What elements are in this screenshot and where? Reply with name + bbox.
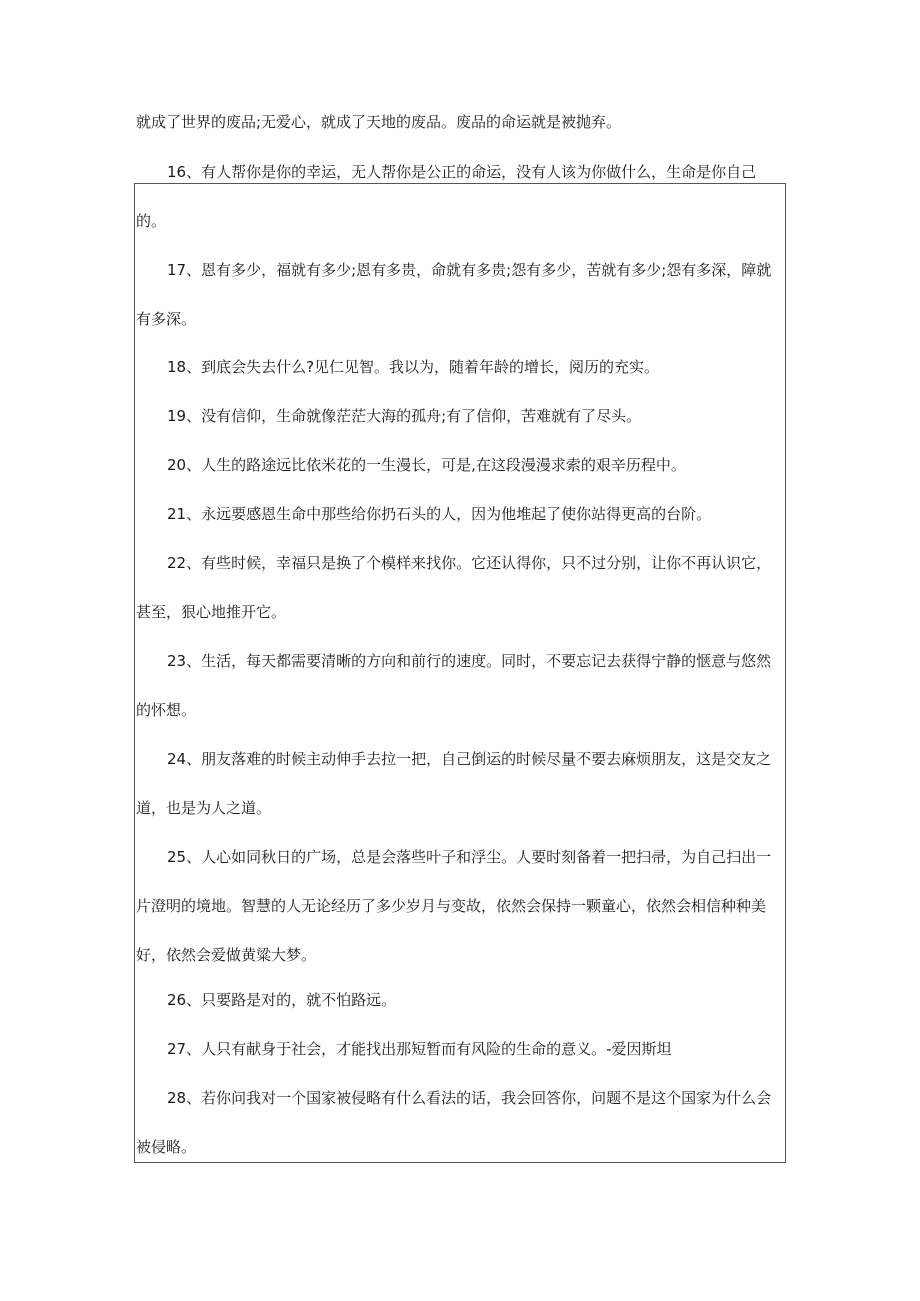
list-item-line: 23、生活，每天都需要清晰的方向和前行的速度。同时，不要忘记去获得宁静的惬意与悠然 [167,652,772,670]
list-item-line: 片澄明的境地。智慧的人无论经历了多少岁月与变故，依然会保持一颗童心，依然会相信种种美 [136,897,767,915]
list-item-line: 的怀想。 [136,701,197,719]
list-item-19 [136,392,788,441]
list-item-line: 的。 [136,212,167,230]
list-item-17 [136,246,788,344]
list-item-27 [136,1025,788,1074]
list-item-line: 21、永远要感恩生命中那些给你扔石头的人，因为他堆起了使你站得更高的台阶。 [167,505,712,523]
list-item-22 [136,539,788,637]
list-item-line: 22、有些时候，幸福只是换了个模样来找你。它还认得你，只不过分别，让你不再认识它， [167,554,772,572]
list-item-21 [136,490,788,539]
list-item-line: 好，依然会爱做黄粱大梦。 [136,946,317,964]
list-item-line: 16、有人帮你是你的幸运，无人帮你是公正的命运，没有人该为你做什么，生命是你自己 [167,163,757,181]
continued-paragraph: 就成了世界的废品;无爱心，就成了天地的废品。废品的命运就是被抛弃。 [136,113,622,131]
list-item-line: 24、朋友落难的时候主动伸手去拉一把，自己倒运的时候尽量不要去麻烦朋友，这是交友之 [167,750,772,768]
list-item-25 [136,833,788,980]
list-item-line: 18、到底会失去什么?见仁见智。我以为，随着年龄的增长，阅历的充实。 [167,358,660,376]
list-item-line: 19、没有信仰，生命就像茫茫大海的孤舟;有了信仰，苦难就有了尽头。 [167,407,642,425]
list-item-line: 有多深。 [136,310,197,328]
list-item-line: 17、恩有多少，福就有多少;恩有多贵，命就有多贵;怨有多少，苦就有多少;怨有多深，障就 [167,261,772,279]
list-item-line: 28、若你问我对一个国家被侵略有什么看法的话，我会回答你，问题不是这个国家为什么会 [167,1089,772,1107]
list-item-line: 道，也是为人之道。 [136,799,272,817]
list-item-20 [136,441,788,490]
list-item-18 [136,343,788,392]
list-item-line: 26、只要路是对的，就不怕路远。 [167,991,397,1009]
list-item-line: 被侵略。 [136,1138,197,1156]
list-item-26 [136,976,788,1025]
list-item-line: 25、人心如同秋日的广场，总是会落些叶子和浮尘。人要时刻备着一把扫帚，为自己扫出一 [167,848,772,866]
list-item-line: 27、人只有献身于社会，才能找出那短暂而有风险的生命的意义。-爱因斯坦 [167,1040,672,1058]
list-item-line: 20、人生的路途远比依米花的一生漫长，可是,在这段漫漫求索的艰辛历程中。 [167,456,686,474]
list-item-24 [136,735,788,833]
list-item-16 [136,148,788,246]
list-item-line: 甚至，狠心地推开它。 [136,603,287,621]
list-item-23 [136,637,788,735]
list-item-28 [136,1074,788,1172]
